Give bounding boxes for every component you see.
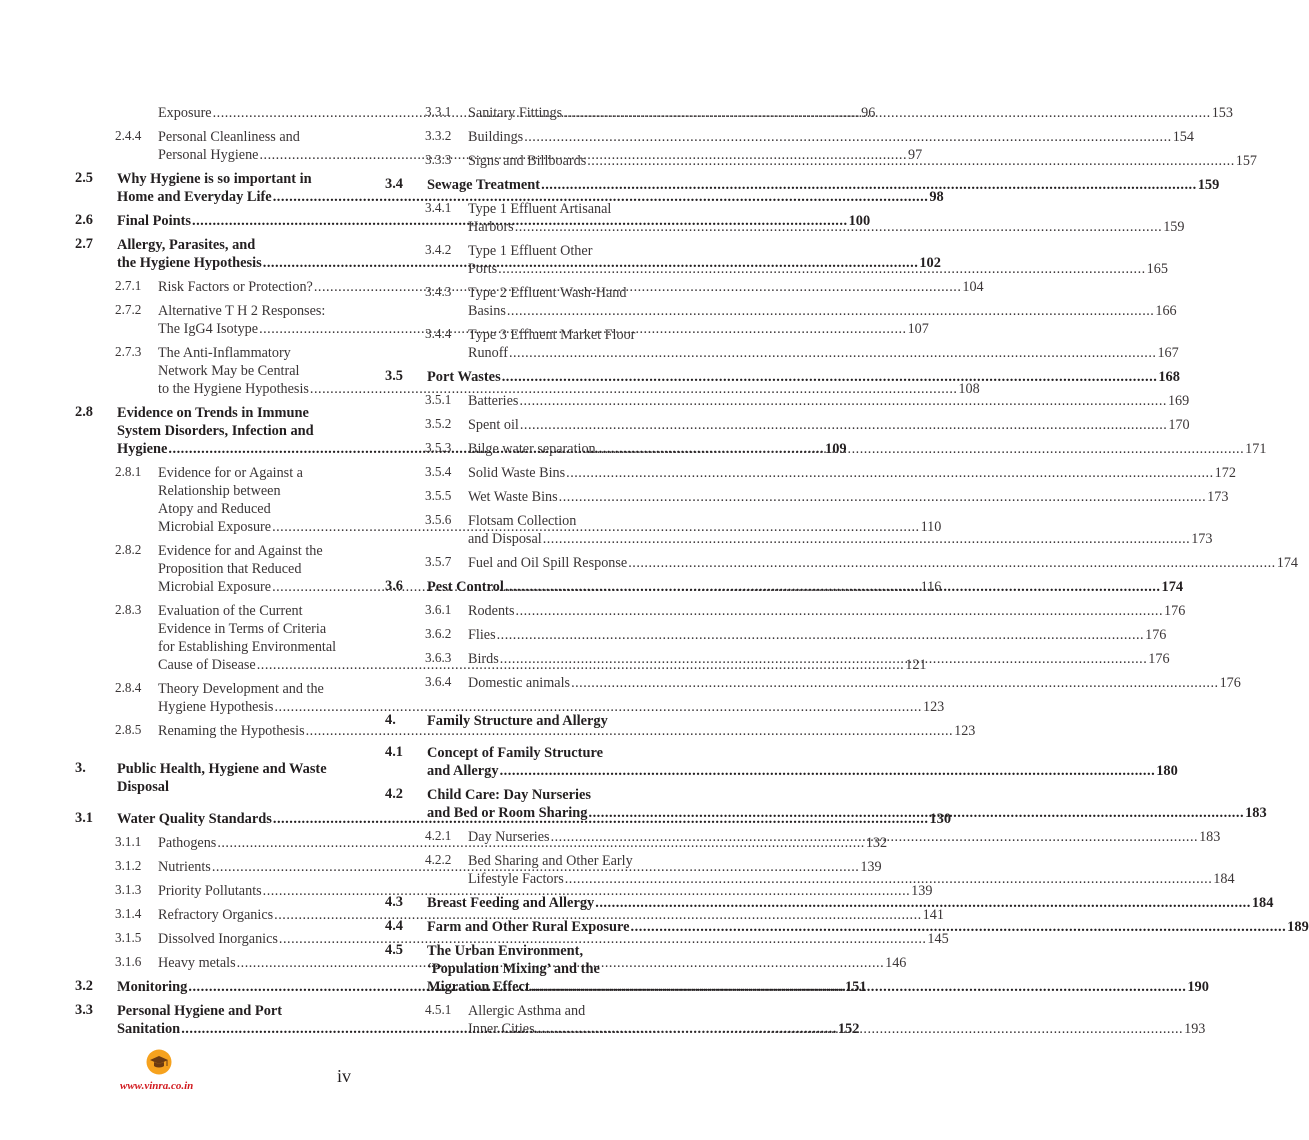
toc-entry-title: Heavy metals bbox=[158, 955, 236, 971]
toc-entry-number: 3.1 bbox=[75, 810, 93, 826]
toc-subsection[interactable] bbox=[385, 416, 1190, 434]
toc-page-number: 189 bbox=[1287, 919, 1309, 935]
toc-page-number: 110 bbox=[920, 519, 942, 535]
toc-page-number: 165 bbox=[1146, 261, 1168, 277]
toc-entry-number: 3.3.3 bbox=[425, 152, 452, 167]
toc-entry-title: Monitoring bbox=[117, 979, 188, 995]
toc-entry-title: Ports bbox=[468, 261, 498, 277]
toc-entry-number: 3.4.3 bbox=[425, 284, 452, 299]
toc-entry-number: 4. bbox=[385, 712, 396, 728]
toc-page-number: 153 bbox=[1211, 105, 1233, 121]
dot-leader bbox=[524, 128, 1172, 146]
toc-entry-title: Evidence on Trends in Immune bbox=[117, 405, 309, 421]
toc-page-number: 184 bbox=[1251, 895, 1274, 911]
toc-page-number: 146 bbox=[885, 955, 907, 971]
toc-chapter[interactable] bbox=[385, 712, 676, 730]
toc-subsection[interactable] bbox=[385, 602, 1186, 620]
dot-leader bbox=[520, 416, 1168, 434]
toc-entry-number: 2.6 bbox=[75, 212, 93, 228]
toc-entry-title: Rodents bbox=[468, 603, 515, 619]
toc-page-number: 102 bbox=[919, 255, 941, 271]
toc-entry-number: 4.2.2 bbox=[425, 852, 452, 867]
toc-entry-title: Lifestyle Factors bbox=[468, 871, 564, 887]
toc-entry-number: 3.3 bbox=[75, 1002, 93, 1018]
toc-page-number: 176 bbox=[1164, 603, 1186, 619]
toc-entry-number: 3.5.5 bbox=[425, 488, 452, 503]
toc-entry-title: Breast Feeding and Allergy bbox=[427, 895, 595, 911]
toc-entry-title: Child Care: Day Nurseries bbox=[427, 787, 592, 803]
toc-entry-number: 3.5.7 bbox=[425, 554, 452, 569]
toc-entry-title: Theory Development and the bbox=[158, 681, 324, 697]
toc-page-number: 159 bbox=[1163, 219, 1185, 235]
toc-entry-title: Microbial Exposure bbox=[158, 519, 272, 535]
toc-entry-title: Day Nurseries bbox=[468, 829, 550, 845]
toc-entry-title: Sanitation bbox=[117, 1021, 181, 1037]
toc-entry-number: 4.5.1 bbox=[425, 1002, 452, 1017]
toc-entry-title: Batteries bbox=[468, 393, 519, 409]
dot-leader bbox=[631, 918, 1287, 936]
dot-leader bbox=[566, 464, 1214, 482]
toc-entry-title: Personal Hygiene and Port bbox=[117, 1003, 283, 1019]
toc-entry-title: Type 1 Effluent Other bbox=[468, 243, 593, 259]
toc-entry-title: Proposition that Reduced bbox=[158, 561, 302, 577]
toc-entry-title: Flies bbox=[468, 627, 496, 643]
toc-entry-number: 3.4 bbox=[385, 176, 403, 192]
toc-entry-title: Why Hygiene is so important in bbox=[117, 171, 312, 187]
toc-entry-number: 3.1.4 bbox=[115, 906, 142, 921]
toc-page-number: 172 bbox=[1214, 465, 1236, 481]
toc-entry-number: 2.4.4 bbox=[115, 128, 142, 143]
dot-leader bbox=[597, 440, 1245, 458]
toc-entry-title: Allergic Asthma and bbox=[468, 1003, 586, 1019]
toc-entry-title: Alternative T H 2 Responses: bbox=[158, 303, 326, 319]
toc-entry-number: 4.1 bbox=[385, 744, 403, 760]
toc-entry-title: Inner Cities bbox=[468, 1021, 535, 1037]
toc-page-number: 169 bbox=[1167, 393, 1190, 409]
toc-page-number: 96 bbox=[861, 105, 876, 121]
toc-subsection[interactable] bbox=[75, 906, 944, 924]
dot-leader bbox=[531, 978, 1187, 996]
toc-entry-title: Microbial Exposure bbox=[158, 579, 272, 595]
toc-page-number: 173 bbox=[1191, 531, 1213, 547]
toc-entry-number: 3.4.1 bbox=[425, 200, 452, 215]
toc-page-number: 108 bbox=[958, 381, 980, 397]
dot-leader bbox=[563, 104, 1211, 122]
toc-entry-title: Dissolved Inorganics bbox=[158, 931, 278, 947]
toc-page-number: 145 bbox=[927, 931, 949, 947]
toc-entry-title: Wet Waste Bins bbox=[468, 489, 558, 505]
toc-page-number: 183 bbox=[1199, 829, 1221, 845]
dot-leader bbox=[515, 218, 1163, 236]
toc-entry-number: 4.3 bbox=[385, 894, 403, 910]
dot-leader bbox=[519, 392, 1167, 410]
toc-page-number: 141 bbox=[922, 907, 944, 923]
toc-entry-title: to the Hygiene Hypothesis bbox=[158, 381, 309, 397]
toc-entry-title: The IgG4 Isotype bbox=[158, 321, 259, 337]
toc-entry-title: Basins bbox=[468, 303, 506, 319]
dot-leader bbox=[516, 602, 1164, 620]
toc-page-number: 154 bbox=[1172, 129, 1194, 145]
toc-page-number: 176 bbox=[1148, 651, 1170, 667]
toc-entry-number: 3.4.2 bbox=[425, 242, 452, 257]
toc-subsection[interactable] bbox=[385, 464, 1236, 482]
toc-entry-number: 4.5 bbox=[385, 942, 403, 958]
footer-url[interactable]: www.vinra.co.in bbox=[120, 1080, 194, 1092]
toc-subsection[interactable] bbox=[385, 674, 1241, 692]
toc-entry-title: Risk Factors or Protection? bbox=[158, 279, 313, 295]
toc-entry-title: Relationship between bbox=[158, 483, 281, 499]
toc-page-number: 151 bbox=[844, 979, 867, 995]
dot-leader bbox=[507, 302, 1155, 320]
toc-page-number: 100 bbox=[848, 213, 871, 229]
toc-entry-title: Renaming the Hypothesis bbox=[158, 723, 305, 739]
toc-page-number: 193 bbox=[1184, 1021, 1206, 1037]
toc-entry-number: 3.3.1 bbox=[425, 104, 452, 119]
toc-entry-title: Buildings bbox=[468, 129, 524, 145]
toc-page-number: 139 bbox=[911, 883, 933, 899]
toc-page-number: 180 bbox=[1156, 763, 1178, 779]
toc-page-number: 121 bbox=[905, 657, 927, 673]
toc-entry-title: Final Points bbox=[117, 213, 191, 229]
toc-entry-number: 2.7.2 bbox=[115, 302, 142, 317]
toc-page-number: 176 bbox=[1145, 627, 1167, 643]
toc-entry-title: Concept of Family Structure bbox=[427, 745, 603, 761]
toc-entry-number: 3.4.4 bbox=[425, 326, 452, 341]
toc-entry-number: 2.8 bbox=[75, 404, 93, 420]
toc-entry-title: The Urban Environment, bbox=[427, 943, 584, 959]
toc-entry-number: 3.5.4 bbox=[425, 464, 452, 479]
toc-subsection[interactable] bbox=[75, 882, 933, 900]
toc-page-number: 123 bbox=[954, 723, 976, 739]
toc-entry-title: Evaluation of the Current bbox=[158, 603, 303, 619]
toc-entry-number: 3.1.1 bbox=[115, 834, 142, 849]
toc-entry-title: Cause of Disease bbox=[158, 657, 256, 673]
dot-leader bbox=[500, 650, 1148, 668]
toc-entry-title: Nutrients bbox=[158, 859, 211, 875]
toc-page-number: 139 bbox=[860, 859, 882, 875]
toc-page-number: 109 bbox=[825, 441, 847, 457]
toc-entry-number: 3.5.6 bbox=[425, 512, 452, 527]
toc-entry-number: 3. bbox=[75, 760, 86, 776]
toc-entry-title: Runoff bbox=[468, 345, 508, 361]
toc-entry-number: 3.5.1 bbox=[425, 392, 452, 407]
toc-entry-title: and Allergy bbox=[427, 763, 499, 779]
toc-page-number: 159 bbox=[1197, 177, 1220, 193]
toc-entry-title: Migration Effect bbox=[427, 979, 530, 995]
toc-entry-number: 2.8.5 bbox=[115, 722, 142, 737]
toc-entry-number: 3.1.6 bbox=[115, 954, 142, 969]
toc-page-number: 97 bbox=[907, 147, 923, 163]
toc-entry-title: Water Quality Standards bbox=[117, 811, 272, 827]
toc-page-number: 170 bbox=[1168, 417, 1190, 433]
toc-entry-title: Port Wastes bbox=[427, 369, 501, 385]
toc-entry-number: 3.1.2 bbox=[115, 858, 142, 873]
toc-entry-title: Spent oil bbox=[468, 417, 519, 433]
toc-entry-title: the Hygiene Hypothesis bbox=[117, 255, 262, 271]
toc-entry-title: Birds bbox=[468, 651, 499, 667]
toc-subsection[interactable] bbox=[385, 488, 1229, 506]
toc-entry-title: Exposure bbox=[158, 105, 212, 121]
toc-page-number: 183 bbox=[1245, 805, 1267, 821]
toc-page-number: 173 bbox=[1207, 489, 1229, 505]
toc-chapter[interactable] bbox=[75, 760, 366, 796]
toc-entry-title: Flotsam Collection bbox=[468, 513, 577, 529]
toc-entry-title: and Disposal bbox=[468, 531, 542, 547]
toc-entry-number: 3.6.1 bbox=[425, 602, 452, 617]
toc-page-number: 174 bbox=[1276, 555, 1298, 571]
toc-entry-title: Personal Hygiene bbox=[158, 147, 259, 163]
toc-entry-title: System Disorders, Infection and bbox=[117, 423, 314, 439]
toc-entry-title: Harbors bbox=[468, 219, 514, 235]
dot-leader bbox=[502, 368, 1158, 386]
toc-entry-title: Sewage Treatment bbox=[427, 177, 541, 193]
toc-entry-title: Signs and Billboards bbox=[468, 153, 587, 169]
toc-entry-number: 3.1.5 bbox=[115, 930, 142, 945]
toc-entry-number: 4.2 bbox=[385, 786, 403, 802]
toc-entry-title: Home and Everyday Life bbox=[117, 189, 272, 205]
toc-entry-number: 3.5.2 bbox=[425, 416, 452, 431]
toc-page-number: 123 bbox=[922, 699, 945, 715]
toc-entry-title: ‘Population Mixing’ and the bbox=[427, 961, 600, 977]
toc-entry-title: and Bed or Room Sharing bbox=[427, 805, 588, 821]
toc-entry-title: Evidence in Terms of Criteria bbox=[158, 621, 327, 637]
toc-page-number: 190 bbox=[1187, 979, 1209, 995]
toc-entry-number: 4.2.1 bbox=[425, 828, 452, 843]
toc-section[interactable] bbox=[385, 744, 1178, 780]
toc-entry-title: Sanitary Fittings bbox=[468, 105, 563, 121]
dot-leader bbox=[587, 152, 1235, 170]
toc-section[interactable] bbox=[385, 176, 1220, 194]
toc-entry-number: 2.7.1 bbox=[115, 278, 142, 293]
toc-entry-title: Hygiene bbox=[117, 441, 168, 457]
toc-entry-number: 3.6 bbox=[385, 578, 403, 594]
toc-entry-title: Pathogens bbox=[158, 835, 217, 851]
toc-page-number: 168 bbox=[1158, 369, 1180, 385]
toc-subsection[interactable] bbox=[385, 554, 1298, 572]
dot-leader bbox=[536, 1020, 1184, 1038]
toc-page-number: 107 bbox=[907, 321, 929, 337]
toc-section[interactable] bbox=[385, 368, 1180, 386]
graduation-cap-logo-icon bbox=[145, 1049, 173, 1075]
toc-entry-title: Priority Pollutants bbox=[158, 883, 262, 899]
toc-entry-title: Pest Control bbox=[427, 579, 504, 595]
toc-entry-title: Allergy, Parasites, and bbox=[117, 237, 256, 253]
toc-entry-number: 3.6.3 bbox=[425, 650, 452, 665]
toc-entry-number: 3.1.3 bbox=[115, 882, 142, 897]
toc-page-number: 166 bbox=[1155, 303, 1177, 319]
dot-leader bbox=[588, 804, 1244, 822]
toc-entry-number: 3.6.2 bbox=[425, 626, 452, 641]
toc-page-number: 184 bbox=[1213, 871, 1235, 887]
toc-entry-title: Personal Cleanliness and bbox=[158, 129, 300, 145]
toc-entry-number: 3.5 bbox=[385, 368, 403, 384]
dot-leader bbox=[559, 488, 1207, 506]
toc-entry-title: Bed Sharing and Other Early bbox=[468, 853, 633, 869]
toc-entry-title: Evidence for and Against the bbox=[158, 543, 323, 559]
toc-entry-title: Evidence for or Against a bbox=[158, 465, 303, 481]
toc-entry-number: 2.8.4 bbox=[115, 680, 142, 695]
toc-entry-number: 2.8.1 bbox=[115, 464, 142, 479]
toc-subsection[interactable] bbox=[75, 930, 949, 948]
toc-subsection[interactable] bbox=[385, 128, 1194, 146]
toc-entry-number: 3.3.2 bbox=[425, 128, 452, 143]
toc-page-number: 132 bbox=[865, 835, 888, 851]
toc-entry-number: 2.8.3 bbox=[115, 602, 142, 617]
toc-page-number: 98 bbox=[929, 189, 944, 205]
toc-section[interactable] bbox=[385, 894, 1274, 912]
dot-leader bbox=[551, 828, 1199, 846]
dot-leader bbox=[505, 578, 1161, 596]
page-number: iv bbox=[337, 1066, 352, 1086]
toc-page-number: 116 bbox=[920, 579, 942, 595]
toc-entry-title: Disposal bbox=[117, 779, 169, 795]
toc-entry-number: 2.7.3 bbox=[115, 344, 142, 359]
toc-subsection[interactable] bbox=[75, 722, 976, 740]
toc-entry-title: for Establishing Environmental bbox=[158, 639, 337, 655]
toc-section[interactable] bbox=[385, 918, 1309, 936]
toc-page-number: 176 bbox=[1219, 675, 1241, 691]
toc-entry-title: Bilge water separation bbox=[468, 441, 596, 457]
toc-entry-title: Hygiene Hypothesis bbox=[158, 699, 274, 715]
dot-leader bbox=[500, 762, 1156, 780]
toc-entry-title: Domestic animals bbox=[468, 675, 571, 691]
toc-page-number: 152 bbox=[837, 1021, 860, 1037]
toc-page-number: 171 bbox=[1245, 441, 1267, 457]
dot-leader bbox=[497, 626, 1145, 644]
toc-entry-title: Network May be Central bbox=[158, 363, 300, 379]
toc-page-number: 130 bbox=[929, 811, 952, 827]
toc-entry-number: 3.5.3 bbox=[425, 440, 452, 455]
toc-entry-number: 3.6.4 bbox=[425, 674, 452, 689]
toc-entry-number: 2.5 bbox=[75, 170, 93, 186]
toc-entry-title: Family Structure and Allergy bbox=[427, 713, 608, 729]
toc-entry-number: 2.7 bbox=[75, 236, 93, 252]
toc-subsection[interactable] bbox=[385, 626, 1167, 644]
dot-leader bbox=[543, 530, 1191, 548]
dot-leader bbox=[595, 894, 1251, 912]
toc-entry-title: Farm and Other Rural Exposure bbox=[427, 919, 630, 935]
toc-entry-title: Fuel and Oil Spill Response bbox=[468, 555, 628, 571]
dot-leader bbox=[509, 344, 1157, 362]
toc-entry-title: Type 1 Effluent Artisanal bbox=[468, 201, 612, 217]
toc-entry-title: Refractory Organics bbox=[158, 907, 274, 923]
toc-entry-number: 3.2 bbox=[75, 978, 93, 994]
toc-entry-number: 2.8.2 bbox=[115, 542, 142, 557]
toc-page-number: 157 bbox=[1235, 153, 1258, 169]
dot-leader bbox=[565, 870, 1213, 888]
toc-entry-number: 4.4 bbox=[385, 918, 403, 934]
toc-entry-title: Atopy and Reduced bbox=[158, 501, 271, 517]
toc-entry-title: Type 3 Effluent Market Floor bbox=[468, 327, 636, 343]
dot-leader bbox=[571, 674, 1219, 692]
dot-leader bbox=[628, 554, 1276, 572]
dot-leader bbox=[541, 176, 1197, 194]
toc-page-number: 167 bbox=[1157, 345, 1179, 361]
toc-subsection[interactable] bbox=[385, 392, 1190, 410]
toc-entry-title: Public Health, Hygiene and Waste bbox=[117, 761, 327, 777]
toc-entry-title: Solid Waste Bins bbox=[468, 465, 566, 481]
toc-page-number: 174 bbox=[1161, 579, 1184, 595]
toc-page-number: 104 bbox=[962, 279, 984, 295]
toc-entry-title: Type 2 Effluent Wash-Hand bbox=[468, 285, 627, 301]
toc-entry-title: The Anti-Inflammatory bbox=[158, 345, 291, 361]
dot-leader bbox=[498, 260, 1146, 278]
